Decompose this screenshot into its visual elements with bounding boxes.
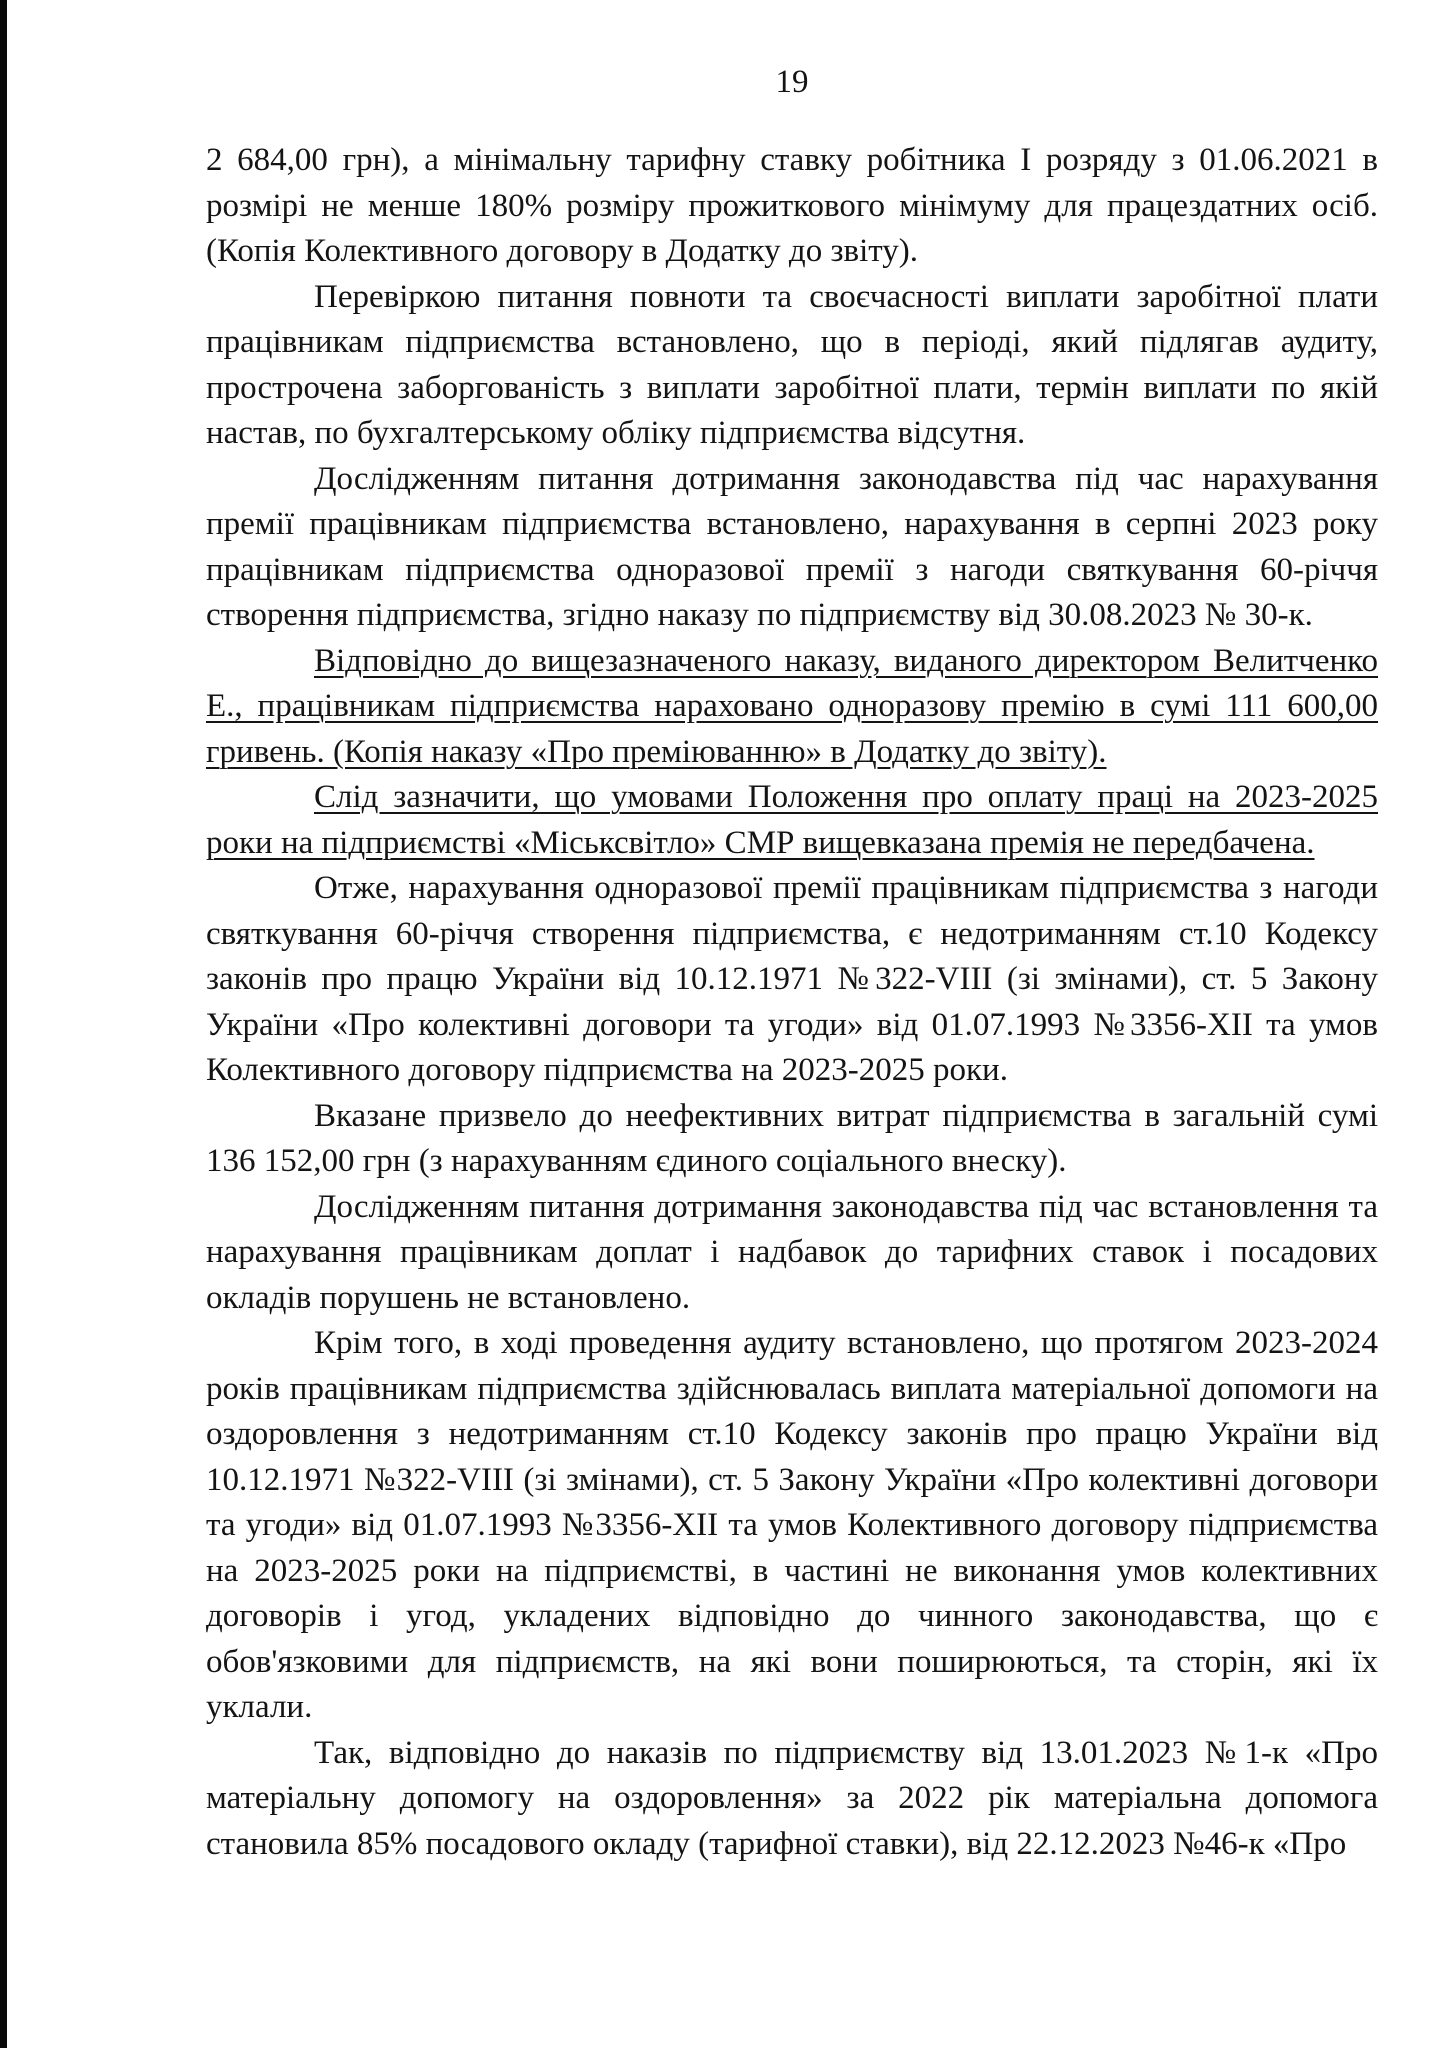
paragraph: Крім того, в ході проведення аудиту встановлено, що протягом 2023-2024 років працівникам підприємства здійснювалась виплата матеріальної допомоги на оздоровлення з недотриманням ст.10 Кодексу законів про працю України від 10.12.1971 №322-VIII (зі змінами), ст. 5 Закону України «Про колективні договори та угоди» від 01.07.1993 №3356-XII та умов Колективного договору підприємства на 2023-2025 роки на підприємстві, в частині не виконання умов колективних договорів і угод, укладених відповідно до чинного законодавства, що є обов'язковими для підприємств, на які вони поширюються, та сторін, які їх уклали. [206,1325,1378,1725]
paragraph: Вказане призвело до неефективних витрат підприємства в загальній сумі 136 152,00 грн (з нарахуванням єдиного соціального внеску). [206,1097,1378,1179]
paragraph: Дослідженням питання дотримання законодавства під час нарахування премії працівникам підприємства встановлено, нарахування в серпні 2023 року працівникам підприємства одноразової премії з нагоди святкування 60-річчя створення підприємства, згідно наказу по підприємству від 30.08.2023 № 30-к. [206,460,1378,633]
document-body-text [206,138,1378,1867]
scan-edge-artifact [0,0,7,2048]
paragraph: Дослідженням питання дотримання законодавства під час встановлення та нарахування працівникам доплат і надбавок до тарифних ставок і посадових окладів порушень не встановлено. [206,1188,1378,1316]
paragraph: Відповідно до вищезазначеного наказу, виданого директором Велитченко Е., працівникам підприємства нараховано одноразову премію в сумі 111 600,00 гривень. (Копія наказу «Про преміюванню» в Додатку до звіту). [206,642,1378,770]
page-number: 19 [775,64,809,100]
paragraph: Перевіркою питання повноти та своєчасності виплати заробітної плати працівникам підприємства встановлено, що в періоді, який підлягав аудиту, прострочена заборгованість з виплати заробітної плати, термін виплати по якій настав, по бухгалтерському обліку підприємства відсутня. [206,278,1378,451]
paragraph: 2 684,00 грн), а мінімальну тарифну ставку робітника І розряду з 01.06.2021 в розмірі не менше 180% розміру прожиткового мінімуму для працездатних осіб. (Копія Колективного договору в Додатку до звіту). [206,142,1378,269]
paragraph: Так, відповідно до наказів по підприємству від 13.01.2023 №1-к «Про матеріальну допомогу на оздоровлення» за 2022 рік матеріальна допомога становила 85% посадового окладу (тарифної ставки), від 22.12.2023 №46-к «Про [206,1734,1378,1862]
paragraph: Слід зазначити, що умовами Положення про оплату праці на 2023-2025 роки на підприємстві «Міськсвітло» СМР вищевказана премія не передбачена. [206,779,1378,861]
paragraph: Отже, нарахування одноразової премії працівникам підприємства з нагоди святкування 60-річчя створення підприємства, є недотриманням ст.10 Кодексу законів про працю України від 10.12.1971 №322-VIII (зі змінами), ст. 5 Закону України «Про колективні договори та угоди» від 01.07.1993 №3356-XII та умов Колективного договору підприємства на 2023-2025 роки. [206,870,1378,1088]
